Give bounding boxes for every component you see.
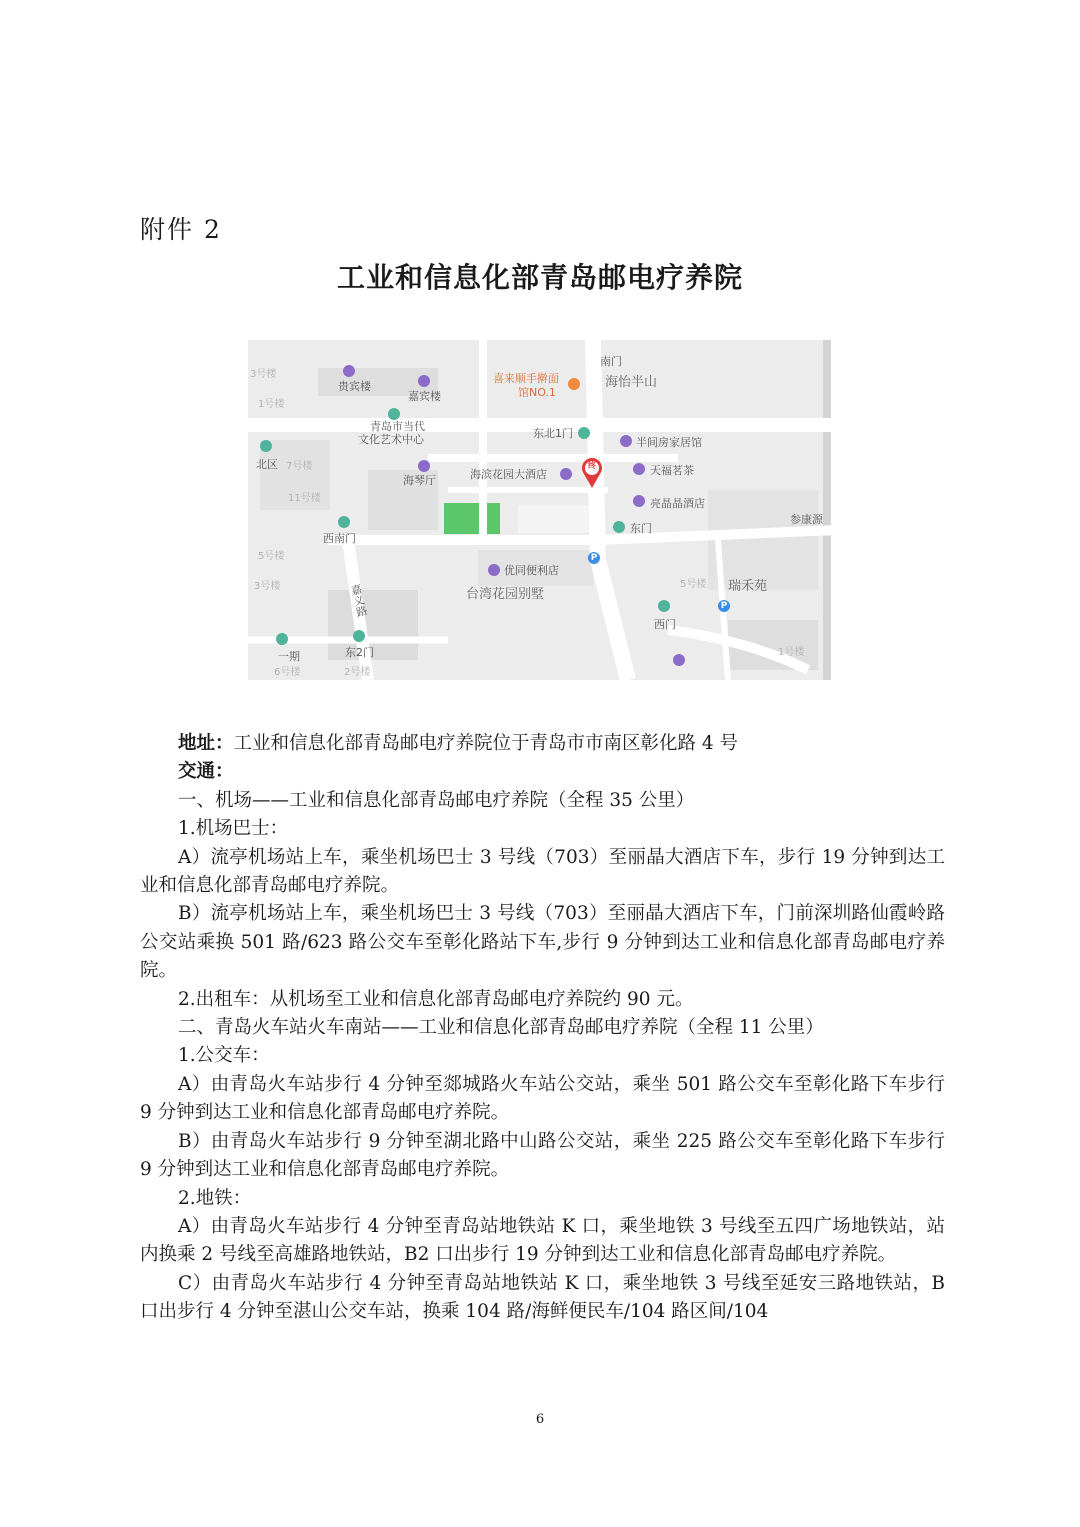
map-label-b5: 5号楼 [258, 551, 285, 562]
map-label-shop: 喜来顺手擀面 [493, 372, 559, 385]
directions-text [140, 730, 945, 1327]
map-label-b11: 11号楼 [288, 493, 321, 504]
location-map [248, 340, 831, 680]
poi-icon [673, 654, 685, 666]
poi-icon [343, 365, 355, 377]
paragraph: 一、机场——工业和信息化部青岛邮电疗养院（全程 35 公里） [178, 789, 695, 811]
map-label-dong2: 东2门 [345, 646, 374, 659]
paragraph: A）由青岛火车站步行 4 分钟至青岛站地铁站 K 口，乘坐地铁 3 号线至五四广场地铁站，站内换乘 2 号线至高雄路地铁站，B2 口出步行 19 分钟到达工业和信息化部青岛邮电疗养院。 [140, 1215, 945, 1266]
gate-icon [338, 516, 350, 528]
map-label-b1b: 1号楼 [778, 647, 805, 658]
map-label-youtong: 优同便利店 [504, 564, 559, 577]
map-label-b1: 1号楼 [258, 399, 285, 410]
gate-icon [658, 600, 670, 612]
map-label-beiqu: 北区 [256, 458, 278, 471]
parking-icon: P [718, 600, 730, 612]
traffic-line [140, 758, 945, 786]
map-label-taiwan-villa: 台湾花园别墅 [466, 587, 545, 602]
map-label-haiqin: 海琴厅 [403, 474, 436, 487]
map-label-b2: 2号楼 [344, 667, 371, 678]
gate-icon [578, 427, 590, 439]
poi-icon [418, 460, 430, 472]
paragraph: 1.公交车： [178, 1045, 270, 1067]
paragraph: 二、青岛火车站火车南站——工业和信息化部青岛邮电疗养院（全程 11 公里） [178, 1017, 824, 1039]
map-label-liangjing: 亮晶晶酒店 [650, 497, 705, 510]
poi-icon [633, 495, 645, 507]
map-label-b6: 6号楼 [274, 667, 301, 678]
landmark-icon [260, 440, 272, 452]
map-label-canhuang: 参康源 [790, 513, 823, 526]
map-label-jiabin: 嘉宾楼 [408, 390, 441, 403]
map-label-b3b: 3号楼 [254, 581, 281, 592]
parking-icon: P [588, 552, 600, 564]
paragraph: B）流亭机场站上车，乘坐机场巴士 3 号线（703）至丽晶大酒店下车，门前深圳路仙霞岭路公交站乘换 501 路/623 路公交车至彰化路站下车,步行 9 分钟到达工业和信息化部青岛邮电疗养院。 [140, 903, 945, 982]
map-label-guibin: 贵宾楼 [338, 380, 371, 393]
destination-mark: 终 [588, 461, 596, 470]
paragraph: C）由青岛火车站步行 4 分钟至青岛站地铁站 K 口，乘坐地铁 3 号线至延安三路地铁站，B 口出步行 4 分钟至湛山公交车站，换乘 104 路/海鲜便民车/104 路区间/104 [140, 1272, 945, 1323]
paragraph: A）流亭机场站上车，乘坐机场巴士 3 号线（703）至丽晶大酒店下车，步行 19 分钟到达工业和信息化部青岛邮电疗养院。 [140, 846, 945, 897]
paragraph-list [140, 787, 945, 1327]
destination-pin-icon [580, 457, 604, 493]
address-text: 工业和信息化部青岛邮电疗养院位于青岛市市南区彰化路 4 号 [233, 733, 739, 754]
traffic-label: 交通： [178, 761, 234, 783]
map-label-b5b: 5号楼 [680, 579, 707, 590]
poi-icon [633, 463, 645, 475]
map-label-dongmen: 东门 [630, 522, 652, 535]
map-label-art-1: 青岛市当代 [370, 420, 425, 433]
address-line [140, 730, 945, 758]
map-label-art-2: 文化艺术中心 [358, 433, 424, 446]
landmark-icon [276, 633, 288, 645]
paragraph: B）由青岛火车站步行 9 分钟至湖北路中山路公交站，乘坐 225 路公交车至彰化路下车步行 9 分钟到达工业和信息化部青岛邮电疗养院。 [140, 1130, 945, 1181]
poi-icon [488, 564, 500, 576]
gate-icon [353, 630, 365, 642]
map-label-xinanmen: 西南门 [323, 532, 356, 545]
map-label-b7: 7号楼 [286, 461, 313, 472]
poi-icon [560, 468, 572, 480]
map-label-haiyi: 海怡半山 [605, 375, 658, 390]
paragraph: 2.出租车：从机场至工业和信息化部青岛邮电疗养院约 90 元。 [178, 988, 694, 1010]
map-label-tianfu: 天福茗茶 [650, 464, 694, 477]
restaurant-icon [568, 378, 580, 390]
paragraph: 2.地铁： [178, 1187, 252, 1209]
map-label-nanmen: 南门 [600, 355, 622, 368]
poi-icon [418, 375, 430, 387]
map-label-dongbei1: 东北1门 [533, 427, 573, 440]
page-number: 6 [535, 1412, 545, 1427]
map-label-banjian: 半间房家居馆 [636, 436, 702, 449]
map-label-ruihe: 瑞禾苑 [728, 579, 768, 594]
map-label-yiqi: 一期 [278, 650, 300, 663]
attachment-label: 附件 2 [140, 215, 222, 244]
map-label-ximen: 西门 [654, 618, 676, 631]
map-label-jiayi-road: 嘉义路 [348, 582, 369, 619]
paragraph: A）由青岛火车站步行 4 分钟至郯城路火车站公交站，乘坐 501 路公交车至彰化路下车步行 9 分钟到达工业和信息化部青岛邮电疗养院。 [140, 1073, 945, 1124]
map-label-shop-sub: 馆NO.1 [518, 386, 556, 399]
poi-icon [620, 435, 632, 447]
map-label-haibin-hotel: 海滨花园大酒店 [470, 468, 547, 481]
address-label: 地址： [178, 733, 234, 754]
map-label-b3: 3号楼 [250, 369, 277, 380]
gate-icon [613, 521, 625, 533]
landmark-icon [388, 408, 400, 420]
page-title: 工业和信息化部青岛邮电疗养院 [336, 261, 743, 294]
paragraph: 1.机场巴士： [178, 818, 289, 840]
